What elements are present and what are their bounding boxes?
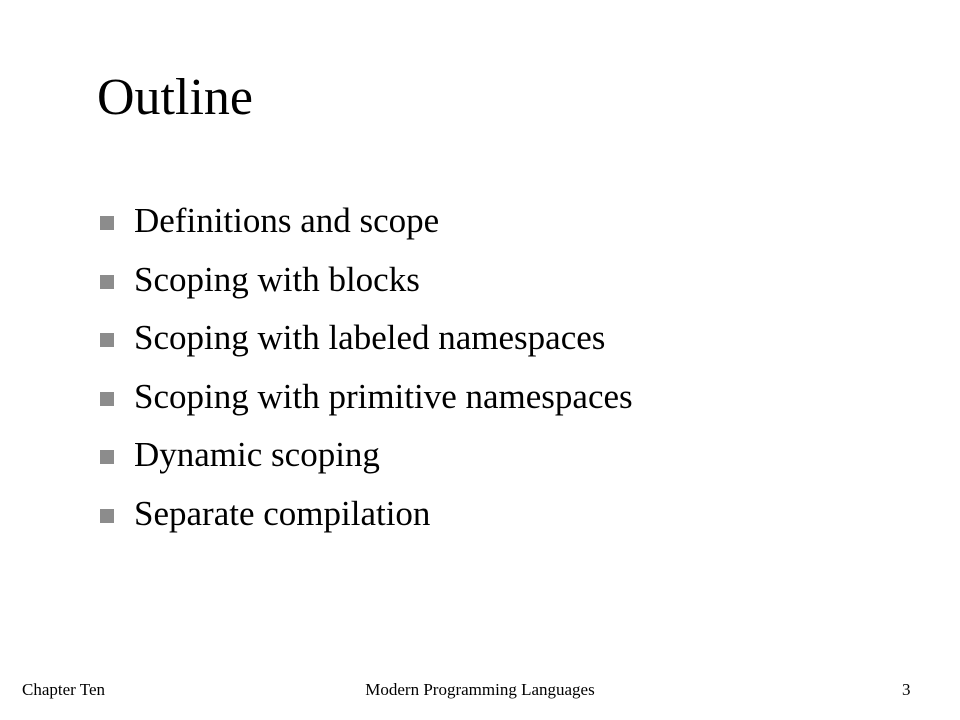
bullet-text: Scoping with primitive namespaces [134, 376, 633, 416]
list-item [100, 485, 633, 544]
list-item [100, 251, 633, 310]
square-bullet-icon [100, 333, 114, 347]
bullet-text: Dynamic scoping [134, 435, 380, 475]
slide-title: Outline [97, 69, 253, 126]
bullet-text: Scoping with labeled namespaces [134, 318, 606, 358]
bullet-text: Separate compilation [134, 493, 431, 533]
square-bullet-icon [100, 450, 114, 464]
footer-course-title: Modern Programming Languages [365, 680, 595, 699]
square-bullet-icon [100, 509, 114, 523]
footer-page-number: 3 [902, 680, 911, 699]
square-bullet-icon [100, 392, 114, 406]
footer-chapter: Chapter Ten [22, 680, 105, 699]
bullet-text: Scoping with blocks [134, 259, 420, 299]
square-bullet-icon [100, 275, 114, 289]
bullet-text: Definitions and scope [134, 201, 440, 241]
list-item [100, 426, 633, 485]
list-item [100, 368, 633, 427]
list-item [100, 192, 633, 251]
bullet-list [100, 192, 633, 543]
list-item [100, 309, 633, 368]
square-bullet-icon [100, 216, 114, 230]
